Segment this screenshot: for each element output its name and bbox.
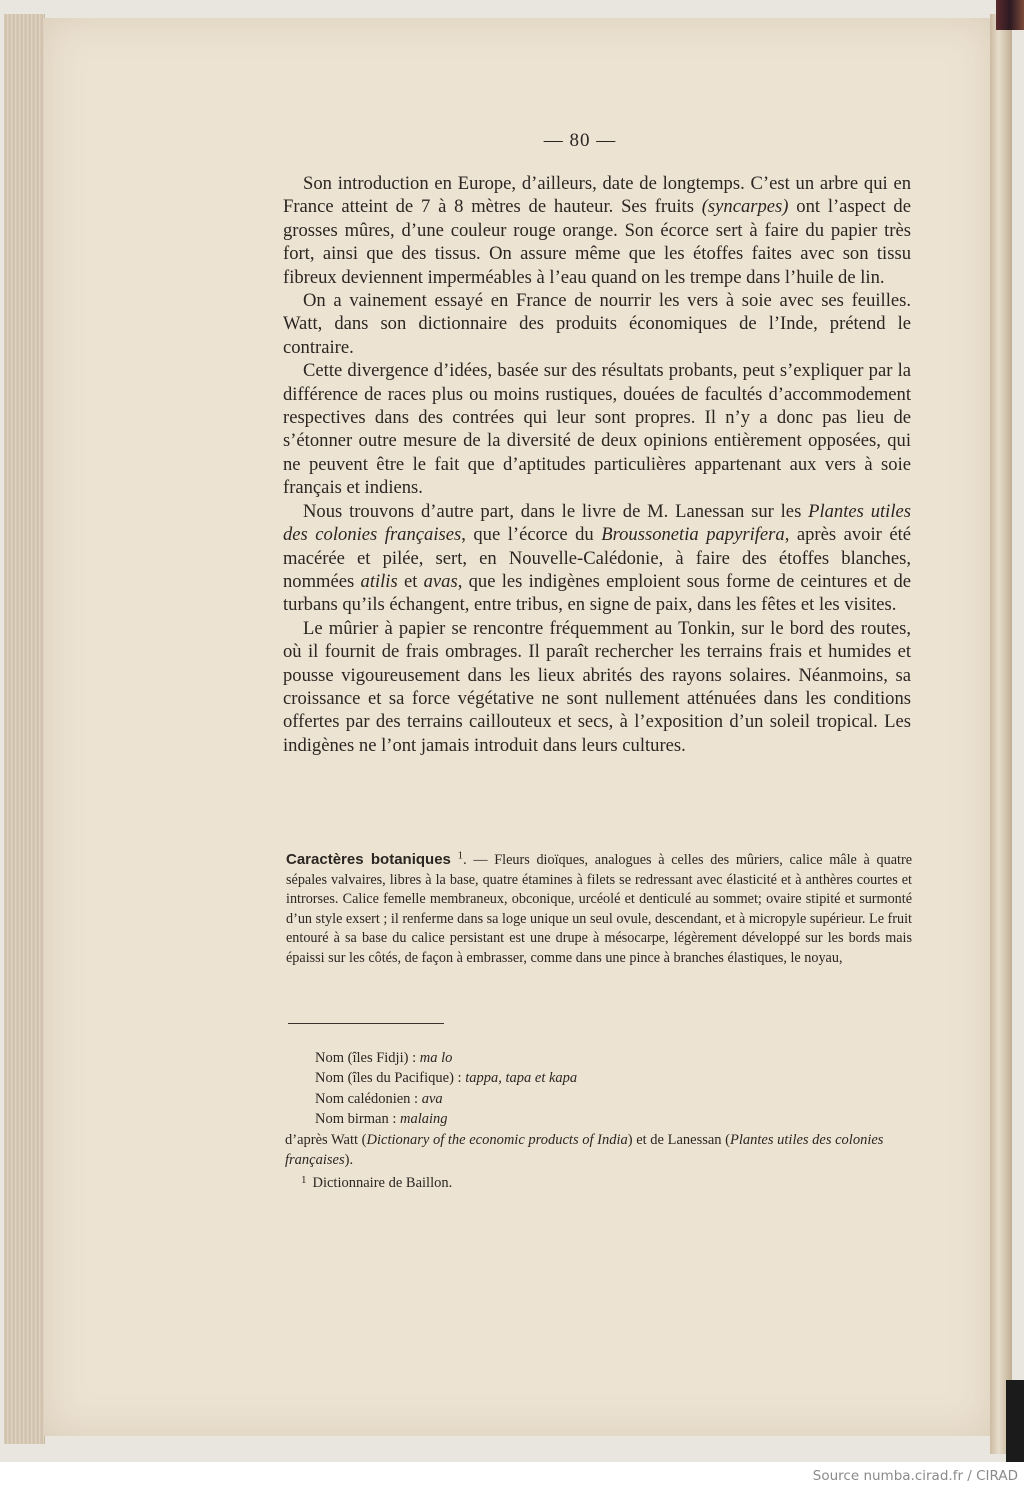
botanical-text: . — Fleurs dioïques, analogues à celles des mûriers, calice mâle à quatre sépales valvaires, libres à la base, quatre étamines à filets se redressant avec élasticité et à anthères courtes et introrses. Calice femelle membraneux, obconique, urcéolé et denticulé au sommet; ovaire stipité et surmonté d’un style exsert ; il renferme dans sa loge unique un seul ovule, descendant, et à micropyle supérieur. Le fruit entouré à sa base du calice persistant est une drupe à mésocarpe, légèrement développé sur les bords mais épaissi sur les côtés, de façon à embrasser, comme dans une pince à branches élastiques, le noyau,	[286, 852, 913, 966]
footnote-sources: d’après Watt (Dictionary of the economic products of India) et de Lanessan (Plantes utiles des colonies françaises).	[285, 1131, 884, 1169]
footnote-name-line: Nom (îles du Pacifique) : tappa, tapa et kapa	[315, 1070, 578, 1087]
footnote-name-line: Nom calédonien : ava	[315, 1090, 443, 1107]
page-number: — 80 —	[543, 130, 617, 151]
paragraph-divergence: Cette divergence d’idées, basée sur des résultats probants, peut s’expliquer par la différence de races plus ou moins rustiques, douées de facultés d’accommodement respectives dans des contrées qui leur sont propres. Il n’y a donc pas lieu de s’étonner outre mesure de la diversité de deux opinions entièrement opposées, qui ne peuvent être le fait que d’aptitudes particulières appartenant aux vers à soie français et indiens.	[283, 360, 911, 499]
footnote-name-line: Nom birman : malaing	[315, 1111, 448, 1128]
paragraph-tonkin: Le mûrier à papier se rencontre fréquemment au Tonkin, sur le bord des routes, où il fournit de frais ombrages. Il paraît rechercher les terrains frais et humides et pousse vigoureusement dans les lieux abrités des rayons solaires. Néanmoins, sa croissance et sa force végétative ne sont nullement atténuées dans les conditions offertes par des terrains caillouteux et secs, à l’exposition d’un soleil tropical. Les indigènes ne l’ont jamais introduit dans leurs cultures.	[283, 617, 911, 756]
footnote-1: $^1$ Dictionnaire de Baillon.	[301, 1174, 453, 1192]
footnote-divider	[288, 1023, 444, 1024]
paragraph-introduction: Son introduction en Europe, d’ailleurs, date de longtemps. C’est un arbre qui en France atteint de 7 à 8 mètres de hauteur. Ses fruits (syncarpes) ont l’aspect de grosses mûres, d’une couleur rouge orange. Son écorce sert à faire du papier très fort, ainsi que des tissus. On assure même que les étoffes faites avec son tissu fibreux deviennent imperméables à l’eau quand on les trempe dans l’huile de lin.	[283, 173, 911, 288]
botanical-heading: Caractères botaniques	[286, 851, 451, 868]
paragraph-silkworms: On a vainement essayé en France de nourrir les vers à soie avec ses feuilles. Watt, dans son dictionnaire des produits économiques de l’Inde, prétend le contraire.	[283, 290, 911, 358]
footnote-name-line: Nom (îles Fidji) : ma lo	[315, 1050, 453, 1066]
source-credit: Source numba.cirad.fr / CIRAD	[812, 1468, 1018, 1484]
paragraph-lanessan: Nous trouvons d’autre part, dans le livre de M. Lanessan sur les Plantes utiles des colonies françaises, que l’écorce du Broussonetia papyrifera, après avoir été macérée et pilée, sert, en Nouvelle-Calédonie, à faire des étoffes blanches, nommées atilis et avas, que les indigènes emploient sous forme de ceintures et de turbans qu’ils échangent, entre tribus, en signe de paix, dans les fêtes et les visites.	[283, 500, 912, 616]
botanical-characters	[286, 850, 912, 969]
main-text	[283, 172, 911, 757]
footnote-ref[interactable]: 1	[457, 849, 464, 862]
footnotes	[285, 1048, 925, 1194]
